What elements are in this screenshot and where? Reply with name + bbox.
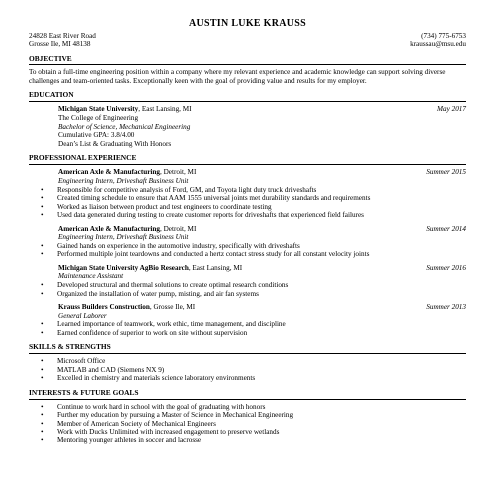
list-item: • Excelled in chemistry and materials science laboratory environments: [29, 374, 466, 382]
address-line-2: Grosse Ile, MI 48138: [29, 40, 91, 49]
school-location: , East Lansing, MI: [138, 105, 192, 114]
bullet-list: [29, 242, 466, 259]
contact-block: [29, 32, 466, 49]
bullet-list: [29, 281, 466, 298]
gpa: Cumulative GPA: 3.8/4.00: [58, 131, 135, 140]
entry-header: [58, 168, 466, 177]
list-item: • Worked as liaison between product and test engineers to coordinate testing: [29, 203, 466, 211]
company-location: , Detroit, MI: [160, 224, 197, 233]
list-item: • Developed structural and thermal solutions to create optimal research conditions: [29, 281, 466, 289]
company-location: , East Lansing, MI: [188, 263, 243, 272]
list-item: • Mentoring younger athletes in soccer and lacrosse: [29, 436, 466, 444]
experience-entry: [58, 225, 466, 259]
list-item: • Learned importance of teamwork, work ethic, time management, and discipline: [29, 320, 466, 328]
company-name: American Axle & Manufacturing: [58, 168, 161, 177]
list-item: • Created timing schedule to ensure that AAM 1555 universal joints met durability standards and requirements: [29, 194, 466, 202]
entry-date: Summer 2014: [426, 224, 466, 233]
job-role: General Laborer: [58, 311, 107, 320]
objective-text: To obtain a full-time engineering position within a company where my relevant experience and academic knowledge can support solving diverse challenges and team-oriented tasks. Exceptionally keen with the goal of providing value and results for my employer.: [29, 68, 446, 85]
section-title: INTERESTS & FUTURE GOALS: [29, 389, 466, 400]
company-location: , Grosse Ile, MI: [149, 303, 196, 312]
experience-entry: [58, 168, 466, 219]
section-title: PROFESSIONAL EXPERIENCE: [29, 154, 466, 165]
list-item: • Organized the installation of water pump, misting, and air fan systems: [29, 290, 466, 298]
candidate-name: AUSTIN LUKE KRAUSS: [188, 18, 307, 29]
entry-header: [58, 303, 466, 312]
entry-header: [58, 264, 466, 273]
job-role: Maintenance Assistant: [58, 272, 124, 281]
entry-date: May 2017: [437, 105, 466, 114]
experience-entry: [58, 264, 466, 298]
entry-date: Summer 2015: [426, 168, 466, 177]
job-role: Engineering Intern, Driveshaft Business Unit: [58, 233, 189, 242]
bullet-list: [29, 186, 466, 220]
bullet-list: [29, 357, 466, 382]
bullet-list: [29, 320, 466, 337]
company-name: Krauss Builders Construction: [58, 303, 150, 312]
college-name: The College of Engineering: [58, 113, 139, 122]
email-address: kraussau@msu.edu: [410, 40, 466, 49]
company-location: , Detroit, MI: [160, 168, 197, 177]
list-item: • Further my education by pursuing a Master of Science in Mechanical Engineering: [29, 411, 466, 419]
list-item: • Microsoft Office: [29, 357, 466, 365]
experience-entry: [58, 303, 466, 337]
list-item: • Responsible for competitive analysis of Ford, GM, and Toyota light duty truck driveshafts: [29, 186, 466, 194]
list-item: • Gained hands on experience in the automotive industry, specifically with driveshafts: [29, 242, 466, 250]
degree: Bachelor of Science, Mechanical Engineering: [58, 122, 191, 131]
entry-header: [58, 225, 466, 234]
list-item: • Used data generated during testing to create customer reports for driveshafts that experienced field failures: [29, 211, 466, 219]
address: [29, 32, 96, 49]
education-section: [29, 91, 466, 148]
list-item: • Performed multiple joint teardowns and conducted a hertz contact stress study for all constant velocity joints: [29, 250, 466, 258]
objective-section: [29, 55, 466, 86]
company-name: American Axle & Manufacturing: [58, 224, 161, 233]
list-item: • Work with Ducks Unlimited with increased engagement to preserve wetlands: [29, 428, 466, 436]
experience-section: [29, 154, 466, 337]
list-item: • Continue to work hard in school with the goal of graduating with honors: [29, 403, 466, 411]
entry-date: Summer 2013: [426, 303, 466, 312]
skills-section: [29, 343, 466, 382]
resume-page: [29, 18, 466, 445]
section-title: SKILLS & STRENGTHS: [29, 343, 466, 354]
contact-info: [410, 32, 466, 49]
company-name: Michigan State University AgBio Research: [58, 263, 189, 272]
entry-header: [58, 105, 466, 114]
section-title: OBJECTIVE: [29, 55, 466, 66]
bullet-list: [29, 403, 466, 445]
honors: Dean’s List & Graduating With Honors: [58, 139, 172, 148]
job-role: Engineering Intern, Driveshaft Business Unit: [58, 177, 189, 185]
entry-date: Summer 2016: [426, 263, 466, 272]
education-entry: [58, 105, 466, 148]
phone-number: (734) 775-6753: [421, 32, 466, 40]
interests-section: [29, 389, 466, 445]
address-line-1: 24828 East River Road: [29, 32, 96, 40]
list-item: • Earned confidence of superior to work on site without supervision: [29, 329, 466, 337]
list-item: • Member of American Society of Mechanical Engineers: [29, 420, 466, 428]
list-item: • MATLAB and CAD (Siemens NX 9): [29, 366, 466, 374]
school-name: Michigan State University: [58, 105, 139, 114]
section-title: EDUCATION: [29, 91, 466, 102]
